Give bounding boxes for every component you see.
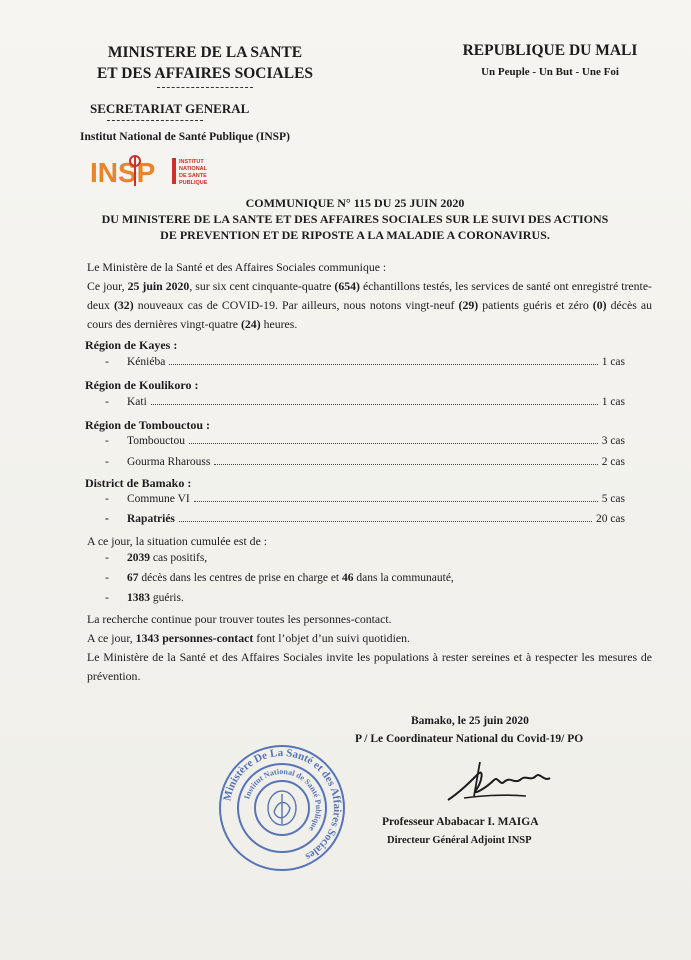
- secretariat-label: SECRETARIAT GENERAL: [90, 101, 250, 116]
- signatory-name: Professeur Ababacar I. MAIGA: [382, 816, 539, 828]
- place-name: Tombouctou: [127, 435, 185, 447]
- signatory-role: Directeur Général Adjoint INSP: [387, 835, 532, 846]
- region-heading: Région de Kayes :: [85, 338, 178, 352]
- stamp-outer-text: Ministère De La Santé et des Affaires Sociales: [221, 746, 344, 863]
- number-highlight: 2039: [127, 552, 150, 564]
- bullet: -: [105, 435, 109, 447]
- communique-subtitle: DE PREVENTION ET DE RIPOSTE A LA MALADIE A CORONAVIRUS.: [160, 228, 550, 242]
- dot-leader: [214, 464, 597, 465]
- signatory-for: P / Le Coordinateur National du Covid-19/ PO: [355, 733, 584, 745]
- dot-leader: [189, 443, 598, 444]
- place-date: Bamako, le 25 juin 2020: [411, 715, 529, 727]
- case-count: 3 cas: [601, 435, 625, 447]
- contacts-text: [87, 629, 652, 648]
- number-highlight: (654): [334, 279, 360, 293]
- region-heading: Région de Koulikoro :: [85, 378, 199, 392]
- text-run: dans la communauté,: [353, 572, 454, 584]
- dot-leader: [194, 501, 598, 502]
- logo-side-text: DE SANTE: [179, 173, 207, 179]
- dot-leader: [179, 521, 592, 522]
- region-heading: District de Bamako :: [85, 476, 192, 490]
- number-highlight: 1383: [127, 592, 150, 604]
- text-run: patients guéris et zéro: [478, 298, 593, 312]
- summary-paragraph: [87, 277, 652, 334]
- text-run: échantillons testés, les services de santé ont enregistré trente-deux: [87, 279, 652, 312]
- text-run: A ce jour,: [87, 631, 136, 645]
- case-count: 2 cas: [601, 456, 625, 468]
- logo-bar: [172, 158, 176, 184]
- official-stamp: [216, 742, 348, 874]
- divider: [107, 120, 203, 121]
- place-name: Rapatriés: [127, 513, 175, 525]
- bullet: -: [105, 572, 109, 584]
- case-count: 1 cas: [601, 396, 625, 408]
- text-run: heures.: [260, 317, 298, 331]
- text-run: cas positifs,: [150, 552, 208, 564]
- insp-logo: [88, 152, 218, 190]
- case-row: [105, 493, 625, 505]
- number-highlight: 67: [127, 572, 139, 584]
- communique-subtitle: DU MINISTERE DE LA SANTE ET DES AFFAIRES SOCIALES SUR LE SUIVI DES ACTIONS: [101, 212, 609, 226]
- case-count: 20 cas: [595, 513, 625, 525]
- republic-header: [445, 42, 655, 78]
- ministry-line1: MINISTERE DE LA SANTE: [107, 44, 303, 61]
- cumul-item: [105, 552, 207, 564]
- case-row: [105, 456, 625, 468]
- place-name: Kati: [127, 396, 147, 408]
- logo-side-text: PUBLIQUE: [179, 180, 208, 186]
- place-name: Gourma Rharouss: [127, 456, 211, 468]
- number-highlight: (32): [113, 298, 134, 312]
- republic-title: REPUBLIQUE DU MALI: [462, 42, 638, 59]
- bullet: -: [105, 592, 109, 604]
- logo-side-text: INSTITUT: [179, 159, 204, 165]
- cumul-intro: A ce jour, la situation cumulée est de :: [87, 534, 268, 548]
- case-row: [105, 396, 625, 408]
- bullet: -: [105, 456, 109, 468]
- number-highlight: (29): [458, 298, 479, 312]
- text-run: décès dans les centres de prise en charge et: [138, 572, 343, 584]
- ministry-header: [60, 42, 350, 88]
- ministry-line2: ET DES AFFAIRES SOCIALES: [96, 65, 314, 82]
- case-row: [105, 435, 625, 447]
- stamp-inner-text: Institut National de Santé Publique: [242, 766, 324, 834]
- insp-logo-graphic: [88, 152, 218, 190]
- emblem-icon: [268, 791, 296, 825]
- place-name: Commune VI: [127, 493, 190, 505]
- text-run: décès au cours des dernières vingt-quatre: [87, 298, 652, 331]
- institute-label: Institut National de Santé Publique (INSP): [80, 131, 290, 143]
- bullet: -: [105, 513, 109, 525]
- contacts-search-text: La recherche continue pour trouver toutes les personnes-contact.: [87, 612, 392, 626]
- dot-leader: [151, 404, 598, 405]
- region-heading: Région de Tombouctou :: [85, 418, 211, 432]
- place-name: Kéniéba: [127, 356, 166, 368]
- cumul-item: [105, 592, 184, 604]
- cumul-item: [105, 572, 454, 584]
- text-run: nouveaux cas de COVID-19. Par ailleurs, nous notons vingt-neuf: [133, 298, 459, 312]
- case-count: 5 cas: [601, 493, 625, 505]
- intro-text: Le Ministère de la Santé et des Affaires Sociales communique :: [87, 260, 387, 274]
- logo-side-text: NATIONAL: [179, 166, 208, 172]
- text-run: font l’objet d’un suivi quotidien.: [253, 631, 410, 645]
- handwritten-signature: [440, 752, 560, 812]
- number-highlight: (24): [240, 317, 261, 331]
- number-highlight: 46: [342, 572, 354, 584]
- text-run: guéris.: [150, 592, 184, 604]
- logo-letters: INSP: [90, 157, 156, 188]
- number-highlight: 1343 personnes-contact: [135, 631, 254, 645]
- motto: Un Peuple - Un But - Une Foi: [481, 66, 619, 78]
- case-row: [105, 513, 625, 525]
- text-run: Ce jour,: [87, 279, 128, 293]
- dot-leader: [169, 364, 597, 365]
- closing-text: Le Ministère de la Santé et des Affaires Sociales invite les populations à rester sereines et à respecter les mesures de prévention.: [87, 650, 652, 683]
- bullet: -: [105, 493, 109, 505]
- date-highlight: 25 juin 2020: [127, 279, 190, 293]
- text-run: , sur six cent cinquante-quatre: [189, 279, 335, 293]
- communique-title: COMMUNIQUE N° 115 DU 25 JUIN 2020: [245, 196, 465, 210]
- bullet: -: [105, 552, 109, 564]
- bullet: -: [105, 356, 109, 368]
- bullet: -: [105, 396, 109, 408]
- case-row: [105, 356, 625, 368]
- case-count: 1 cas: [601, 356, 625, 368]
- divider: [157, 87, 253, 88]
- number-highlight: (0): [592, 298, 607, 312]
